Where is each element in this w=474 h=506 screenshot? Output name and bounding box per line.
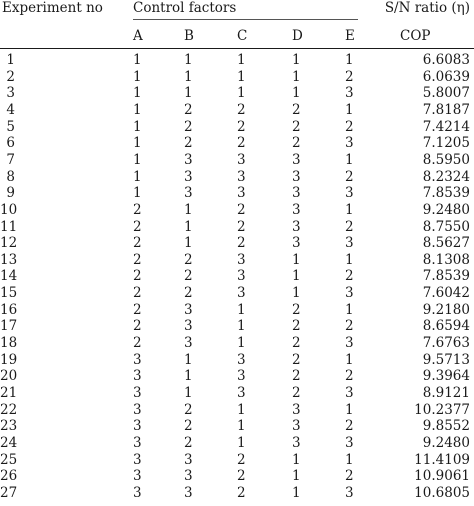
factor-b-cell: 1 — [184, 201, 193, 218]
factor-e-cell: 2 — [345, 368, 354, 385]
factor-d-cell: 1 — [292, 85, 301, 102]
factor-e-cell: 1 — [345, 52, 354, 68]
header-bottom-rule — [0, 48, 474, 49]
factor-b-cell: 1 — [184, 68, 193, 85]
factor-e-cell: 1 — [345, 151, 354, 168]
cop-cell: 9.2180 — [422, 301, 470, 318]
factor-d-cell: 1 — [292, 451, 301, 468]
factor-c-cell: 1 — [237, 401, 246, 418]
factor-b-cell: 2 — [184, 268, 193, 285]
factor-a-cell: 1 — [133, 135, 142, 152]
factor-c-cell: 3 — [237, 185, 246, 202]
factor-c-cell: 1 — [237, 418, 246, 435]
factor-c-cell: 3 — [237, 368, 246, 385]
factor-c-cell: 1 — [237, 85, 246, 102]
factor-b-cell: 3 — [184, 185, 193, 202]
factor-b-cell: 2 — [184, 285, 193, 302]
factor-d-cell: 1 — [292, 52, 301, 68]
table-row — [0, 435, 474, 452]
experiment-no-cell: 18 — [0, 335, 18, 352]
header-factor-e: E — [345, 28, 355, 44]
factor-a-cell: 1 — [133, 85, 142, 102]
factor-b-cell: 1 — [184, 385, 193, 401]
factor-d-cell: 3 — [292, 235, 301, 252]
factor-b-cell: 3 — [184, 484, 193, 501]
table-row — [0, 185, 474, 202]
table-row — [0, 135, 474, 152]
factor-a-cell: 3 — [133, 418, 142, 435]
factor-a-cell: 2 — [133, 301, 142, 318]
factor-a-cell: 3 — [133, 385, 142, 401]
factor-c-cell: 1 — [237, 335, 246, 352]
factor-d-cell: 1 — [292, 285, 301, 302]
factor-e-cell: 3 — [345, 135, 354, 152]
header-factor-d: D — [292, 28, 303, 44]
factor-e-cell: 3 — [345, 385, 354, 401]
experiment-no-cell: 13 — [0, 251, 18, 268]
header-sn-ratio: S/N ratio (η) — [384, 0, 470, 16]
cop-cell: 9.5713 — [422, 351, 470, 368]
factor-e-cell: 1 — [345, 451, 354, 468]
factor-a-cell: 2 — [133, 285, 142, 302]
factor-b-cell: 1 — [184, 351, 193, 368]
factor-b-cell: 2 — [184, 118, 193, 135]
factor-b-cell: 3 — [184, 335, 193, 352]
table-row — [0, 119, 474, 136]
factor-c-cell: 2 — [237, 135, 246, 152]
experiment-no-cell: 14 — [0, 268, 18, 285]
cop-cell: 8.5627 — [422, 235, 470, 252]
factor-a-cell: 1 — [133, 168, 142, 185]
factor-e-cell: 2 — [345, 218, 354, 235]
factor-d-cell: 3 — [292, 185, 301, 202]
control-factors-rule — [133, 19, 358, 20]
factor-e-cell: 3 — [345, 235, 354, 252]
factor-b-cell: 3 — [184, 468, 193, 485]
table-row — [0, 302, 474, 319]
factor-e-cell: 2 — [345, 418, 354, 435]
cop-cell: 6.0639 — [422, 68, 470, 85]
table-row — [0, 385, 474, 402]
factor-a-cell: 1 — [133, 52, 142, 68]
factor-c-cell: 3 — [237, 268, 246, 285]
factor-a-cell: 1 — [133, 68, 142, 85]
factor-b-cell: 3 — [184, 151, 193, 168]
cop-cell: 9.8552 — [422, 418, 470, 435]
factor-b-cell: 3 — [184, 168, 193, 185]
header-factor-a: A — [133, 28, 143, 44]
experiment-no-cell: 9 — [6, 185, 15, 202]
experiment-no-cell: 6 — [6, 135, 15, 152]
factor-d-cell: 2 — [292, 368, 301, 385]
factor-e-cell: 2 — [345, 168, 354, 185]
header-factor-b: B — [184, 28, 194, 44]
factor-b-cell: 1 — [184, 235, 193, 252]
factor-e-cell: 2 — [345, 68, 354, 85]
experiment-no-cell: 17 — [0, 318, 18, 335]
factor-a-cell: 2 — [133, 318, 142, 335]
table-row — [0, 69, 474, 86]
table-row — [0, 318, 474, 335]
table-row — [0, 102, 474, 119]
factor-e-cell: 1 — [345, 201, 354, 218]
experiment-no-cell: 25 — [0, 451, 18, 468]
factor-e-cell: 1 — [345, 101, 354, 118]
factor-a-cell: 2 — [133, 251, 142, 268]
factor-e-cell: 1 — [345, 251, 354, 268]
header-experiment-no: Experiment no — [2, 0, 103, 16]
cop-cell: 8.7550 — [422, 218, 470, 235]
factor-c-cell: 3 — [237, 351, 246, 368]
factor-c-cell: 1 — [237, 301, 246, 318]
cop-cell: 9.3964 — [422, 368, 470, 385]
factor-c-cell: 2 — [237, 118, 246, 135]
factor-c-cell: 1 — [237, 434, 246, 451]
cop-cell: 9.2480 — [422, 201, 470, 218]
cop-cell: 9.2480 — [422, 434, 470, 451]
factor-a-cell: 3 — [133, 351, 142, 368]
experiment-no-cell: 5 — [6, 118, 15, 135]
factor-d-cell: 2 — [292, 101, 301, 118]
factor-c-cell: 2 — [237, 468, 246, 485]
factor-b-cell: 3 — [184, 318, 193, 335]
factor-e-cell: 1 — [345, 401, 354, 418]
factor-c-cell: 2 — [237, 218, 246, 235]
factor-b-cell: 2 — [184, 251, 193, 268]
factor-e-cell: 2 — [345, 468, 354, 485]
table-row — [0, 368, 474, 385]
factor-c-cell: 3 — [237, 285, 246, 302]
cop-cell: 10.2377 — [414, 401, 470, 418]
factor-b-cell: 3 — [184, 451, 193, 468]
table-row — [0, 202, 474, 219]
factor-b-cell: 1 — [184, 368, 193, 385]
table-row — [0, 352, 474, 369]
factor-c-cell: 2 — [237, 235, 246, 252]
cop-cell: 5.8007 — [422, 85, 470, 102]
factor-b-cell: 2 — [184, 434, 193, 451]
table-row — [0, 235, 474, 252]
factor-d-cell: 1 — [292, 251, 301, 268]
table-row — [0, 285, 474, 302]
experiment-no-cell: 22 — [0, 401, 18, 418]
factor-b-cell: 1 — [184, 85, 193, 102]
cop-cell: 8.5950 — [422, 151, 470, 168]
cop-cell: 11.4109 — [414, 451, 470, 468]
factor-b-cell: 2 — [184, 101, 193, 118]
table-row — [0, 418, 474, 435]
factor-a-cell: 1 — [133, 118, 142, 135]
factor-c-cell: 3 — [237, 385, 246, 401]
factor-e-cell: 3 — [345, 185, 354, 202]
table-row — [0, 268, 474, 285]
cop-cell: 7.8539 — [422, 185, 470, 202]
table-row — [0, 402, 474, 419]
factor-e-cell: 3 — [345, 484, 354, 501]
factor-a-cell: 3 — [133, 468, 142, 485]
factor-a-cell: 3 — [133, 401, 142, 418]
factor-b-cell: 2 — [184, 135, 193, 152]
cop-cell: 8.6594 — [422, 318, 470, 335]
table-row — [0, 252, 474, 269]
factor-c-cell: 1 — [237, 68, 246, 85]
experiment-no-cell: 23 — [0, 418, 18, 435]
cop-cell: 7.8539 — [422, 268, 470, 285]
factor-c-cell: 1 — [237, 318, 246, 335]
table-row — [0, 452, 474, 469]
experiment-no-cell: 8 — [6, 168, 15, 185]
table-row — [0, 152, 474, 169]
factor-a-cell: 3 — [133, 434, 142, 451]
factor-b-cell: 2 — [184, 401, 193, 418]
factor-a-cell: 3 — [133, 451, 142, 468]
experiment-no-cell: 11 — [0, 218, 18, 235]
factor-c-cell: 2 — [237, 451, 246, 468]
factor-a-cell: 2 — [133, 335, 142, 352]
factor-e-cell: 3 — [345, 335, 354, 352]
experiment-no-cell: 15 — [0, 285, 18, 302]
experiment-no-cell: 21 — [0, 385, 18, 401]
experiment-no-cell: 10 — [0, 201, 18, 218]
factor-d-cell: 2 — [292, 301, 301, 318]
cop-cell: 6.6083 — [422, 52, 470, 68]
factor-d-cell: 1 — [292, 268, 301, 285]
experiment-no-cell: 16 — [0, 301, 18, 318]
factor-e-cell: 3 — [345, 85, 354, 102]
cop-cell: 7.1205 — [422, 135, 470, 152]
factor-d-cell: 2 — [292, 335, 301, 352]
factor-e-cell: 1 — [345, 301, 354, 318]
cop-cell: 10.9061 — [414, 468, 470, 485]
factor-a-cell: 1 — [133, 101, 142, 118]
factor-e-cell: 3 — [345, 434, 354, 451]
cop-cell: 7.8187 — [422, 101, 470, 118]
table-row — [0, 335, 474, 352]
factor-d-cell: 3 — [292, 201, 301, 218]
factor-e-cell: 3 — [345, 285, 354, 302]
cop-cell: 7.4214 — [422, 118, 470, 135]
table-row — [0, 468, 474, 485]
table-row — [0, 219, 474, 236]
factor-a-cell: 2 — [133, 235, 142, 252]
experiment-no-cell: 2 — [6, 68, 15, 85]
factor-d-cell: 2 — [292, 135, 301, 152]
factor-c-cell: 3 — [237, 168, 246, 185]
factor-b-cell: 2 — [184, 418, 193, 435]
factor-d-cell: 3 — [292, 168, 301, 185]
experiment-no-cell: 19 — [0, 351, 18, 368]
factor-d-cell: 3 — [292, 401, 301, 418]
cop-cell: 8.2324 — [422, 168, 470, 185]
factor-a-cell: 3 — [133, 484, 142, 501]
table-row — [0, 169, 474, 186]
experiment-no-cell: 12 — [0, 235, 18, 252]
factor-e-cell: 2 — [345, 268, 354, 285]
factor-c-cell: 3 — [237, 251, 246, 268]
cop-cell: 7.6763 — [422, 335, 470, 352]
factor-d-cell: 1 — [292, 484, 301, 501]
factor-d-cell: 3 — [292, 434, 301, 451]
cop-cell: 8.9121 — [422, 385, 470, 401]
factor-a-cell: 2 — [133, 268, 142, 285]
factor-d-cell: 2 — [292, 118, 301, 135]
table-row — [0, 485, 474, 502]
factor-d-cell: 3 — [292, 418, 301, 435]
factor-c-cell: 2 — [237, 201, 246, 218]
factor-d-cell: 1 — [292, 68, 301, 85]
factor-b-cell: 3 — [184, 301, 193, 318]
experiment-no-cell: 7 — [6, 151, 15, 168]
factor-a-cell: 2 — [133, 201, 142, 218]
factor-e-cell: 1 — [345, 351, 354, 368]
factor-d-cell: 3 — [292, 151, 301, 168]
factor-a-cell: 1 — [133, 185, 142, 202]
experiment-no-cell: 24 — [0, 434, 18, 451]
factor-d-cell: 3 — [292, 218, 301, 235]
table-row — [0, 52, 474, 69]
factor-a-cell: 1 — [133, 151, 142, 168]
experiment-no-cell: 27 — [0, 484, 18, 501]
header-factor-c: C — [237, 28, 248, 44]
experiment-no-cell: 3 — [6, 85, 15, 102]
factor-b-cell: 1 — [184, 52, 193, 68]
factor-e-cell: 2 — [345, 118, 354, 135]
factor-b-cell: 1 — [184, 218, 193, 235]
factor-d-cell: 2 — [292, 318, 301, 335]
factor-c-cell: 3 — [237, 151, 246, 168]
cop-cell: 8.1308 — [422, 251, 470, 268]
factor-d-cell: 2 — [292, 385, 301, 401]
factor-c-cell: 2 — [237, 101, 246, 118]
cop-cell: 10.6805 — [414, 484, 470, 501]
table-row — [0, 85, 474, 102]
factor-a-cell: 2 — [133, 218, 142, 235]
experiment-no-cell: 26 — [0, 468, 18, 485]
experiment-no-cell: 1 — [6, 52, 15, 68]
header-cop: COP — [400, 28, 431, 44]
experiment-no-cell: 4 — [6, 101, 15, 118]
factor-c-cell: 1 — [237, 52, 246, 68]
experiment-no-cell: 20 — [0, 368, 18, 385]
factor-d-cell: 1 — [292, 468, 301, 485]
factor-a-cell: 3 — [133, 368, 142, 385]
header-control-factors: Control factors — [133, 0, 237, 16]
factor-d-cell: 2 — [292, 351, 301, 368]
factor-e-cell: 2 — [345, 318, 354, 335]
factor-c-cell: 2 — [237, 484, 246, 501]
cop-cell: 7.6042 — [422, 285, 470, 302]
